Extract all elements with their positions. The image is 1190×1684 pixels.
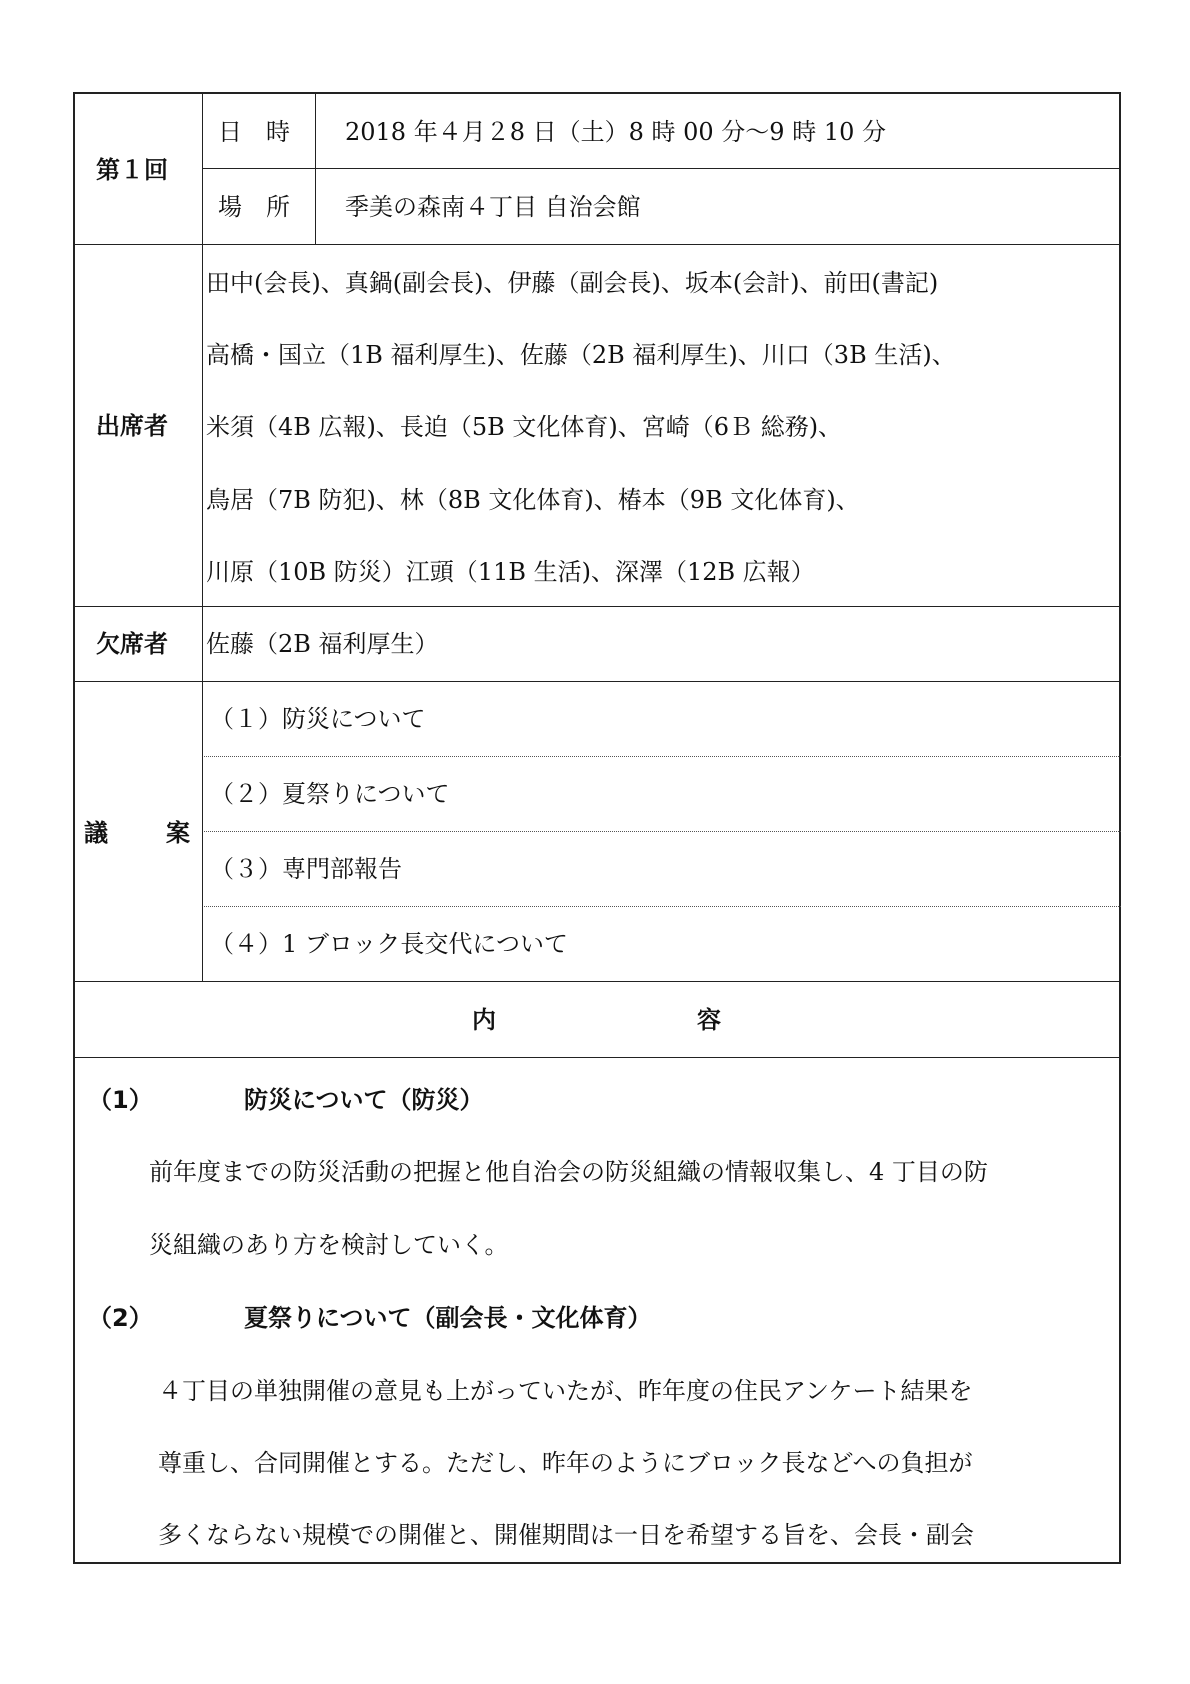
attendees-label: 出席者 [96,412,168,440]
agenda-item: （４）1 ブロック長交代について [210,930,568,958]
agenda-item: （１）防災について [210,705,426,733]
attendee-line: 田中(会長)、真鍋(副会長)、伊藤（副会長)、坂本(会計)、前田(書記) [206,269,939,297]
row-divider [73,681,1121,682]
section-line: 多くならない規模での開催と、開催期間は一日を希望する旨を、会長・副会 [158,1521,974,1549]
attendee-line: 米須（4B 広報)、長迫（5B 文化体育)、宮崎（6Ｂ 総務)、 [206,413,843,441]
row-divider [73,981,1121,982]
absentees-label: 欠席者 [96,630,168,658]
absentees-value: 佐藤（2B 福利厚生） [206,630,439,658]
section-line: 前年度までの防災活動の把握と他自治会の防災組織の情報収集し、4 丁目の防 [149,1158,988,1186]
section-number: （2） [88,1304,153,1332]
row-divider [73,244,1121,245]
section-number: （1） [88,1086,153,1114]
attendee-line: 川原（10B 防災）江頭（11B 生活)、深澤（12B 広報） [206,558,815,586]
row-divider [73,606,1121,607]
section-line: ４丁目の単独開催の意見も上がっていたが、昨年度の住民アンケート結果を [158,1377,973,1405]
content-header-1: 内 [472,1006,496,1034]
content-header-2: 容 [697,1006,721,1034]
section-title: 夏祭りについて（副会長・文化体育） [244,1304,652,1332]
section-line: 災組織のあり方を検討していく。 [149,1231,509,1259]
column-divider [315,92,316,244]
agenda-item: （２）夏祭りについて [210,780,450,808]
agenda-label-2: 案 [166,819,190,847]
row-divider [202,168,1121,169]
place-label: 場 所 [218,193,290,221]
row-divider [73,1057,1121,1058]
agenda-label-1: 議 [84,819,108,847]
agenda-divider [202,831,1121,832]
column-divider [202,92,203,981]
session-label: 第１回 [96,156,168,184]
date-label: 日 時 [218,118,290,146]
agenda-item: （３）専門部報告 [210,855,402,883]
agenda-divider [202,756,1121,757]
place-value: 季美の森南４丁目 自治会館 [345,193,641,221]
attendee-line: 鳥居（7B 防犯)、林（8B 文化体育)、椿本（9B 文化体育)、 [206,486,860,514]
section-line: 尊重し、合同開催とする。ただし、昨年のようにブロック長などへの負担が [158,1449,973,1477]
date-value: 2018 年４月２8 日（土）8 時 00 分〜9 時 10 分 [345,118,886,146]
section-title: 防災について（防災） [244,1086,484,1114]
minutes-table [73,92,1121,1564]
agenda-divider [202,906,1121,907]
attendee-line: 高橋・国立（1B 福利厚生)、佐藤（2B 福利厚生)、川口（3B 生活)、 [206,341,956,369]
